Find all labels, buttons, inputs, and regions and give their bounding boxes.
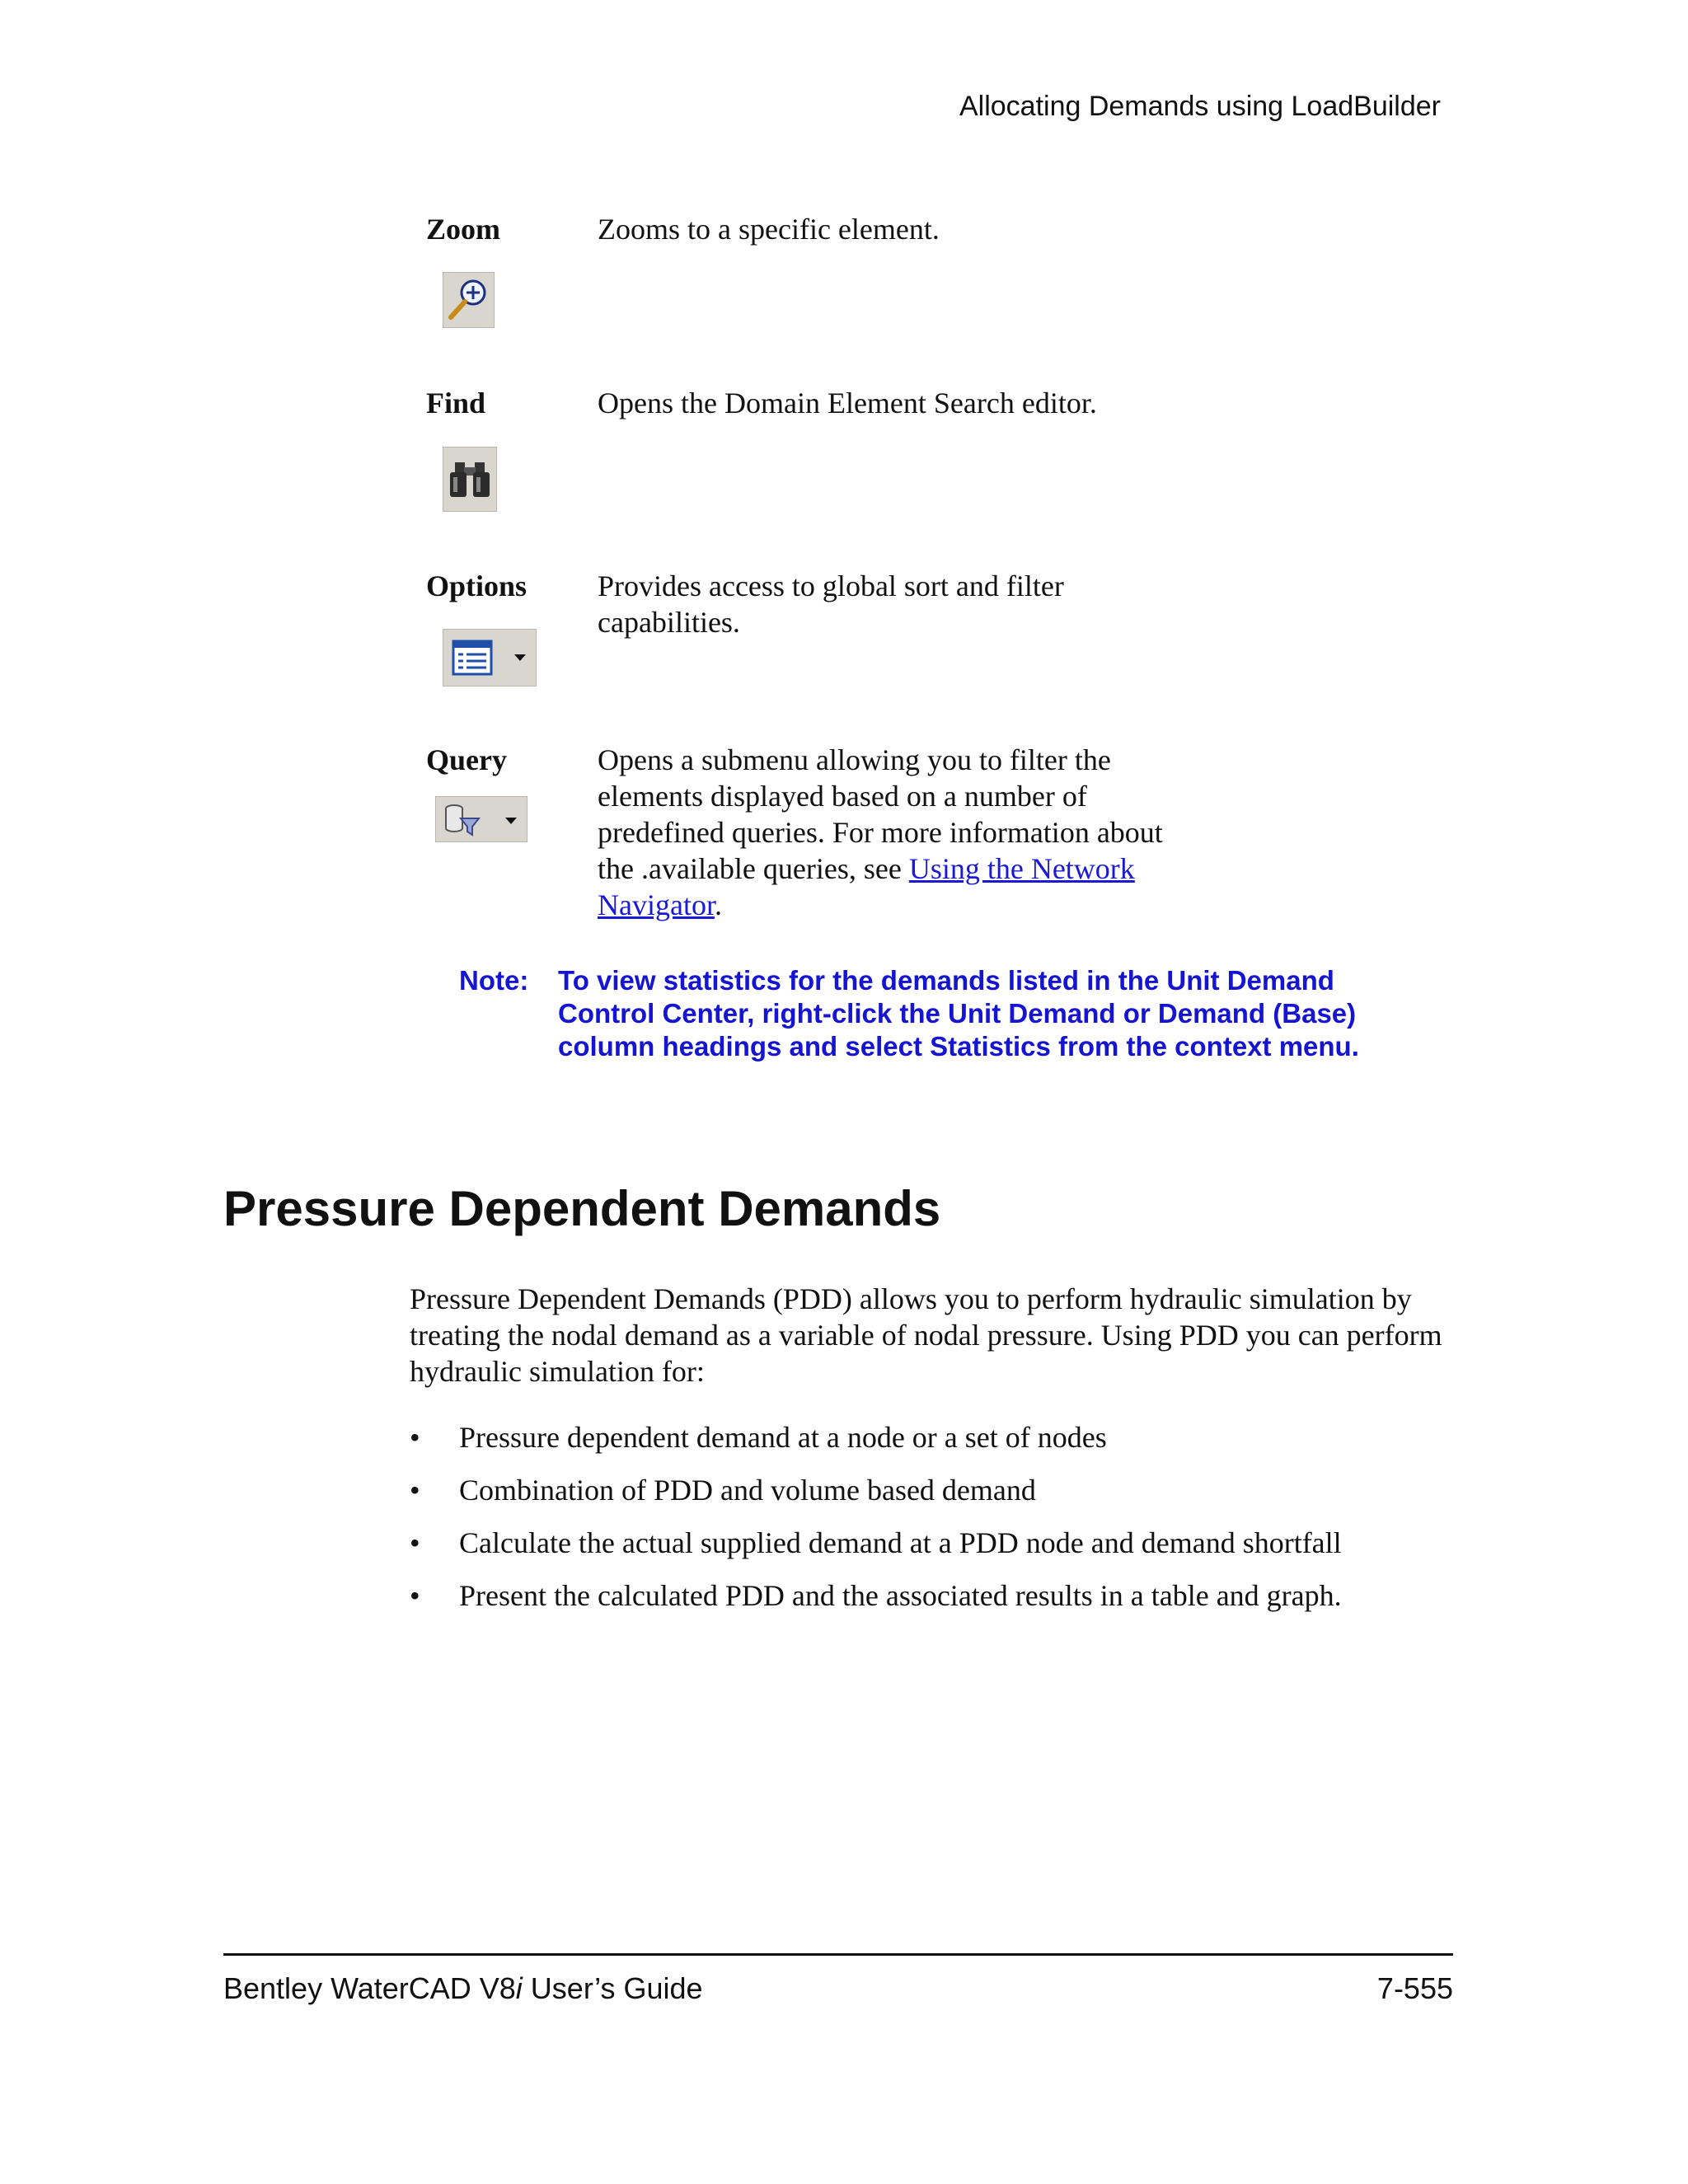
desc-options: Provides access to global sort and filter capabilities.: [598, 569, 1064, 639]
query-filter-icon[interactable]: [435, 796, 528, 842]
footer-rule: [223, 1953, 1453, 1956]
list-item: [410, 1419, 1448, 1472]
bullet-text: Present the calculated PDD and the associated results in a table and graph.: [459, 1579, 1342, 1612]
section-heading: Pressure Dependent Demands: [223, 1181, 941, 1236]
list-item: [410, 1472, 1448, 1525]
bullet-list: [410, 1419, 1448, 1630]
footer-title-italic: i: [515, 1971, 523, 2005]
term-zoom: Zoom: [426, 213, 500, 246]
bullet-glyph: •: [410, 1474, 420, 1507]
desc-find: Opens the Domain Element Search editor.: [598, 387, 1097, 419]
term-options: Options: [426, 569, 528, 602]
page-number: 7-555: [1376, 1971, 1453, 2005]
list-item: [410, 1525, 1448, 1577]
term-find: Find: [426, 387, 486, 419]
bullet-text: Combination of PDD and volume based demand: [459, 1474, 1036, 1507]
desc-zoom: Zooms to a specific element.: [598, 213, 940, 246]
network-navigator-link[interactable]: Using the Network Navigator: [598, 852, 1135, 921]
bullet-text: Calculate the actual supplied demand at a PDD node and demand shortfall: [459, 1526, 1342, 1559]
binoculars-icon: [443, 447, 497, 512]
desc-query: [598, 742, 1175, 923]
bullet-glyph: •: [410, 1579, 420, 1612]
desc-query-suffix: .: [714, 888, 722, 921]
footer-title: [223, 1971, 703, 2006]
footer-title-prefix: Bentley WaterCAD V8: [223, 1971, 516, 2005]
bullet-glyph: •: [410, 1526, 420, 1559]
desc-query-text: Opens a submenu allowing you to filter the elements displayed based on a number of predefined queries. For more information about the .available queries, see: [598, 743, 1163, 885]
footer-title-suffix: User’s Guide: [522, 1971, 703, 2005]
list-item: [410, 1577, 1448, 1630]
section-paragraph: Pressure Dependent Demands (PDD) allows you to perform hydraulic simulation by treating the nodal demand as a variable of nodal pressure. Using PDD you can perform hydraulic simulation for:: [410, 1282, 1442, 1388]
term-query: Query: [426, 743, 507, 776]
note-text: To view statistics for the demands listed in the Unit Demand Control Center, right-click the Unit Demand or Demand (Base) column headings and select Statistics from the context menu.: [558, 965, 1359, 1062]
zoom-magnifier-icon: [443, 272, 495, 328]
bullet-glyph: •: [410, 1421, 420, 1454]
note-label: Note:: [459, 965, 529, 996]
running-header: Allocating Demands using LoadBuilder: [959, 91, 1441, 122]
bullet-text: Pressure dependent demand at a node or a set of nodes: [459, 1421, 1107, 1454]
options-list-icon[interactable]: [443, 629, 537, 687]
